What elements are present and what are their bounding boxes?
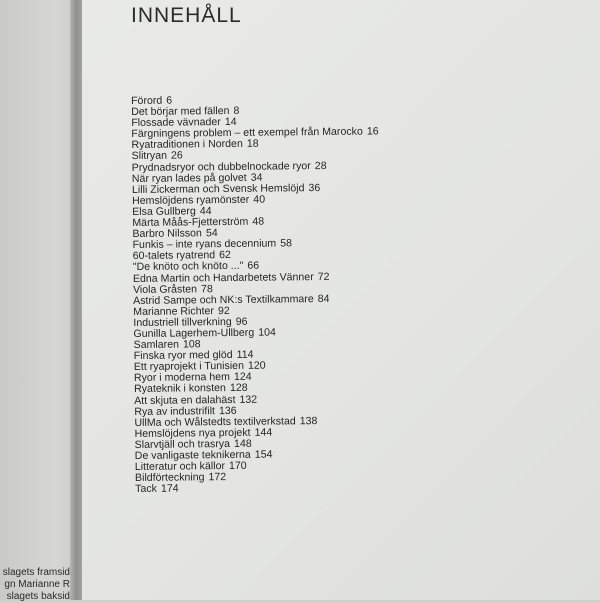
toc-entry-title: Tack (135, 483, 157, 496)
left-page (0, 0, 76, 600)
toc-entry-title: Rya av industrifilt (134, 404, 216, 418)
toc-entry-page: 144 (254, 426, 273, 439)
toc-entry-page: 48 (252, 215, 265, 228)
left-page-line: slagets baksid (6, 591, 70, 602)
toc-entry-page: 44 (199, 205, 212, 218)
toc-entry-page: 6 (166, 94, 173, 107)
toc-entry-page: 148 (233, 437, 252, 450)
left-page-line: gn Marianne R (4, 579, 70, 590)
toc-entry-page: 28 (314, 159, 327, 172)
toc-entry-title: Lilli Zickerman och Svensk Hemslöjd (131, 181, 305, 196)
toc-entry-page: 108 (182, 338, 201, 351)
toc-entry-title: 60-talets ryatrend (132, 249, 216, 263)
toc-entry-title: Ryateknik i konsten (134, 382, 226, 396)
toc-entry-title: Att skjuta en dalahäst (134, 393, 236, 407)
toc-entry-title: Färgningens problem – ett exempel från Marocko (131, 125, 363, 141)
toc-entry-page: 8 (233, 104, 240, 118)
toc-entry-page: 128 (229, 382, 248, 395)
toc-entry-title: Slitryan (131, 150, 168, 163)
toc-entry-title: Elsa Gullberg (132, 205, 196, 218)
toc-entry-title: Marianne Richter (133, 304, 214, 318)
toc-entry-page: 172 (208, 471, 227, 484)
toc-entry-page: 72 (317, 270, 330, 283)
toc-entry-title: Flossade vävnader (131, 116, 221, 130)
toc-entry-title: Barbro Nilsson (132, 227, 202, 241)
toc-entry-page: 104 (258, 326, 276, 339)
toc-entry-page: 92 (217, 304, 230, 317)
page-title: INNEHÅLL (131, 4, 242, 27)
toc-entry-page: 170 (228, 459, 247, 473)
toc-entry-title: Funkis – inte ryans decennium (132, 237, 277, 252)
toc-entry-title: Industriell tillverkning (133, 315, 232, 329)
toc-entry-title: De vanligaste teknikerna (134, 448, 251, 462)
toc-entry-title: Prydnadsryor och dubbelnockade ryor (131, 159, 311, 174)
toc-entry-page: 78 (200, 282, 213, 295)
toc-entry-title: Förord (130, 94, 163, 107)
toc-entry-page: 26 (170, 149, 183, 163)
toc-entry-title: Viola Gråsten (132, 282, 198, 296)
toc-entry-page: 132 (239, 393, 258, 406)
toc-entry-page: 136 (218, 404, 237, 417)
toc-entry-title: Hemslöjdens nya projekt (134, 426, 251, 440)
toc-entry-page: 174 (160, 482, 179, 495)
toc-entry-title: Litteratur och källor (134, 460, 226, 474)
toc-entry-title: Samlaren (133, 338, 180, 352)
toc-entry-title: Edna Martin och Handarbetets Vänner (132, 270, 314, 285)
toc-entry-page: 154 (254, 448, 273, 461)
toc-entry-title: Det börjar med fällen (131, 105, 230, 119)
toc-entry-page: 14 (224, 116, 237, 129)
toc-entry-page: 34 (250, 171, 263, 184)
toc-entry-title: Slarvtjäll och trasrya (134, 437, 231, 451)
toc-entry-page: 138 (299, 414, 318, 427)
toc-entry-title: Finska ryor med glöd (133, 349, 233, 363)
toc-entry-title: Ryatraditionen i Norden (131, 138, 243, 152)
table-of-contents (131, 93, 382, 495)
toc-entry-title: "De knöto och knöto ..." (132, 260, 244, 274)
toc-entry-page: 16 (366, 125, 379, 138)
toc-entry-page: 54 (205, 227, 218, 240)
toc-entry-page: 114 (236, 348, 254, 362)
toc-entry-title: Märta Måås-Fjetterström (132, 215, 249, 230)
toc-entry-page: 124 (233, 371, 252, 384)
toc-entry-page: 18 (246, 138, 259, 151)
toc-entry-page: 96 (235, 315, 248, 328)
toc-entry-title: Astrid Sampe och NK:s Textilkammare (133, 292, 314, 307)
toc-entry-page: 40 (253, 193, 266, 206)
toc-entry-page: 58 (280, 237, 293, 250)
toc-entry-title: Ett ryaprojekt i Tunisien (133, 360, 245, 374)
toc-entry-page: 66 (247, 260, 260, 273)
toc-entry-page: 120 (247, 359, 266, 373)
toc-entry-title: UllMa och Wålstedts textilverkstad (134, 415, 296, 429)
toc-entry-page: 62 (219, 249, 231, 262)
left-page-text (0, 567, 70, 603)
toc-entry-page: 84 (317, 292, 330, 305)
toc-entry-page: 36 (308, 181, 321, 194)
toc-entry-title: När ryan lades på golvet (131, 171, 247, 185)
toc-entry-title: Hemslöjdens ryamönster (132, 193, 250, 207)
toc-entry-title: Bildförteckning (134, 471, 205, 485)
left-page-line: slagets framsid (2, 567, 70, 578)
toc-entry-title: Gunilla Lagerhem-Ullberg (133, 326, 255, 340)
toc-entry-title: Ryor i moderna hem (133, 371, 230, 385)
